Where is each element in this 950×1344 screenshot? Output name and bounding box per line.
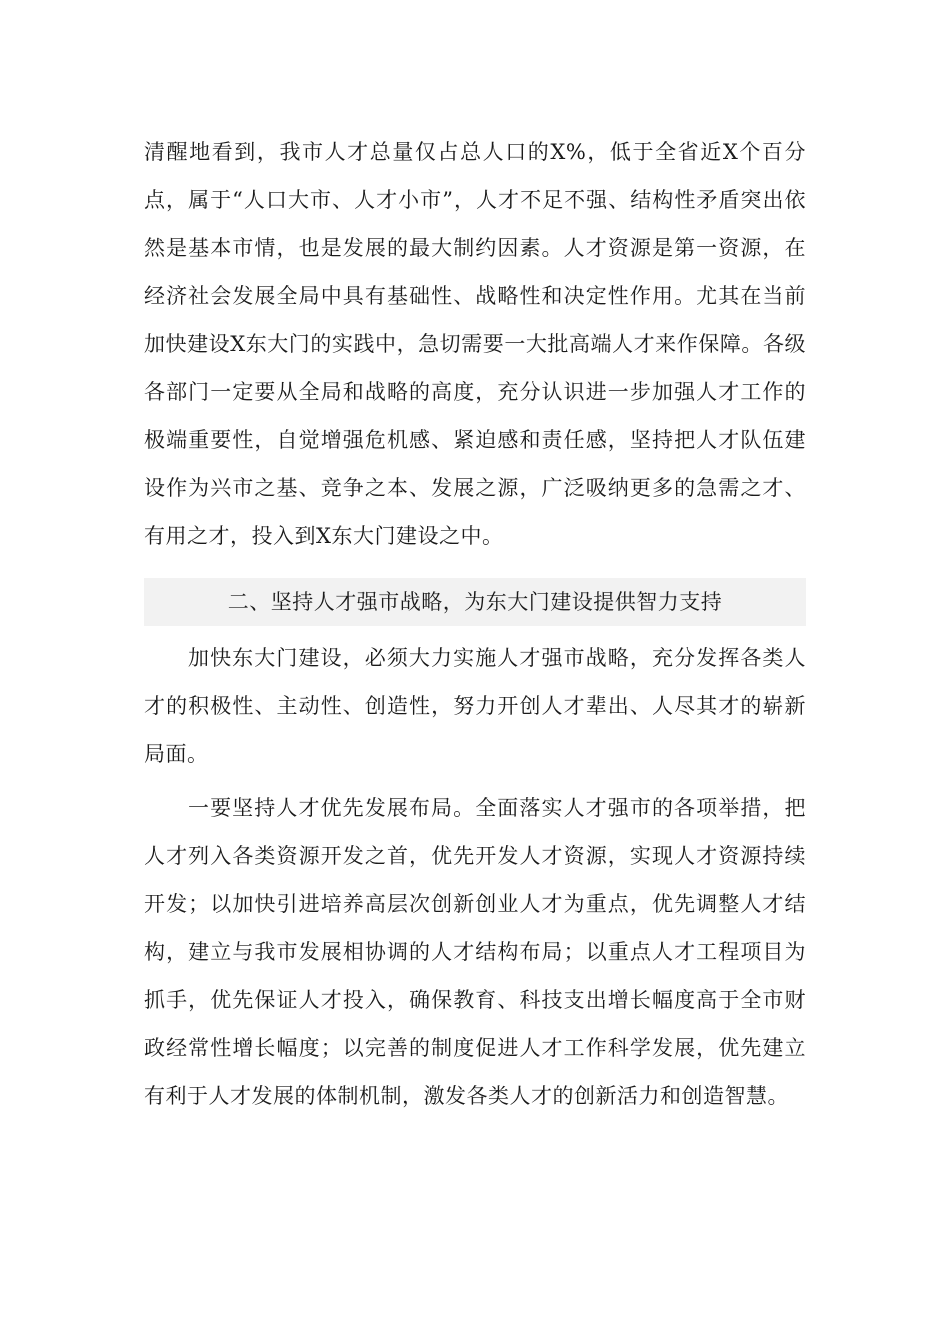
document-body <box>144 128 806 1120</box>
section-heading: 二、坚持人才强市战略，为东大门建设提供智力支持 <box>144 578 806 626</box>
paragraph-talent-strategy: 加快东大门建设，必须大力实施人才强市战略，充分发挥各类人才的积极性、主动性、创造性，努力开创人才辈出、人尽其才的崭新局面。 <box>144 646 806 766</box>
paragraph-talent-priority: 一要坚持人才优先发展布局。全面落实人才强市的各项举措，把人才列入各类资源开发之首，优先开发人才资源，实现人才资源持续开发；以加快引进培养高层次创新创业人才为重点，优先调整人才结构，建立与我市发展相协调的人才结构布局；以重点人才工程项目为抓手，优先保证人才投入，确保教育、科技支出增长幅度高于全市财政经常性增长幅度；以完善的制度促进人才工作科学发展，优先建立有利于人才发展的体制机制，激发各类人才的创新活力和创造智慧。 <box>144 796 806 1108</box>
paragraph-talent-situation: 清醒地看到，我市人才总量仅占总人口的X%，低于全省近X个百分点，属于“人口大市、人才小市”，人才不足不强、结构性矛盾突出依然是基本市情，也是发展的最大制约因素。人才资源是第一资源，在经济社会发展全局中具有基础性、战略性和决定性作用。尤其在当前加快建设X东大门的实践中，急切需要一大批高端人才来作保障。各级各部门一定要从全局和战略的高度，充分认识进一步加强人才工作的极端重要性，自觉增强危机感、紧迫感和责任感，坚持把人才队伍建设作为兴市之基、竞争之本、发展之源，广泛吸纳更多的急需之才、有用之才，投入到X东大门建设之中。 <box>144 140 806 548</box>
